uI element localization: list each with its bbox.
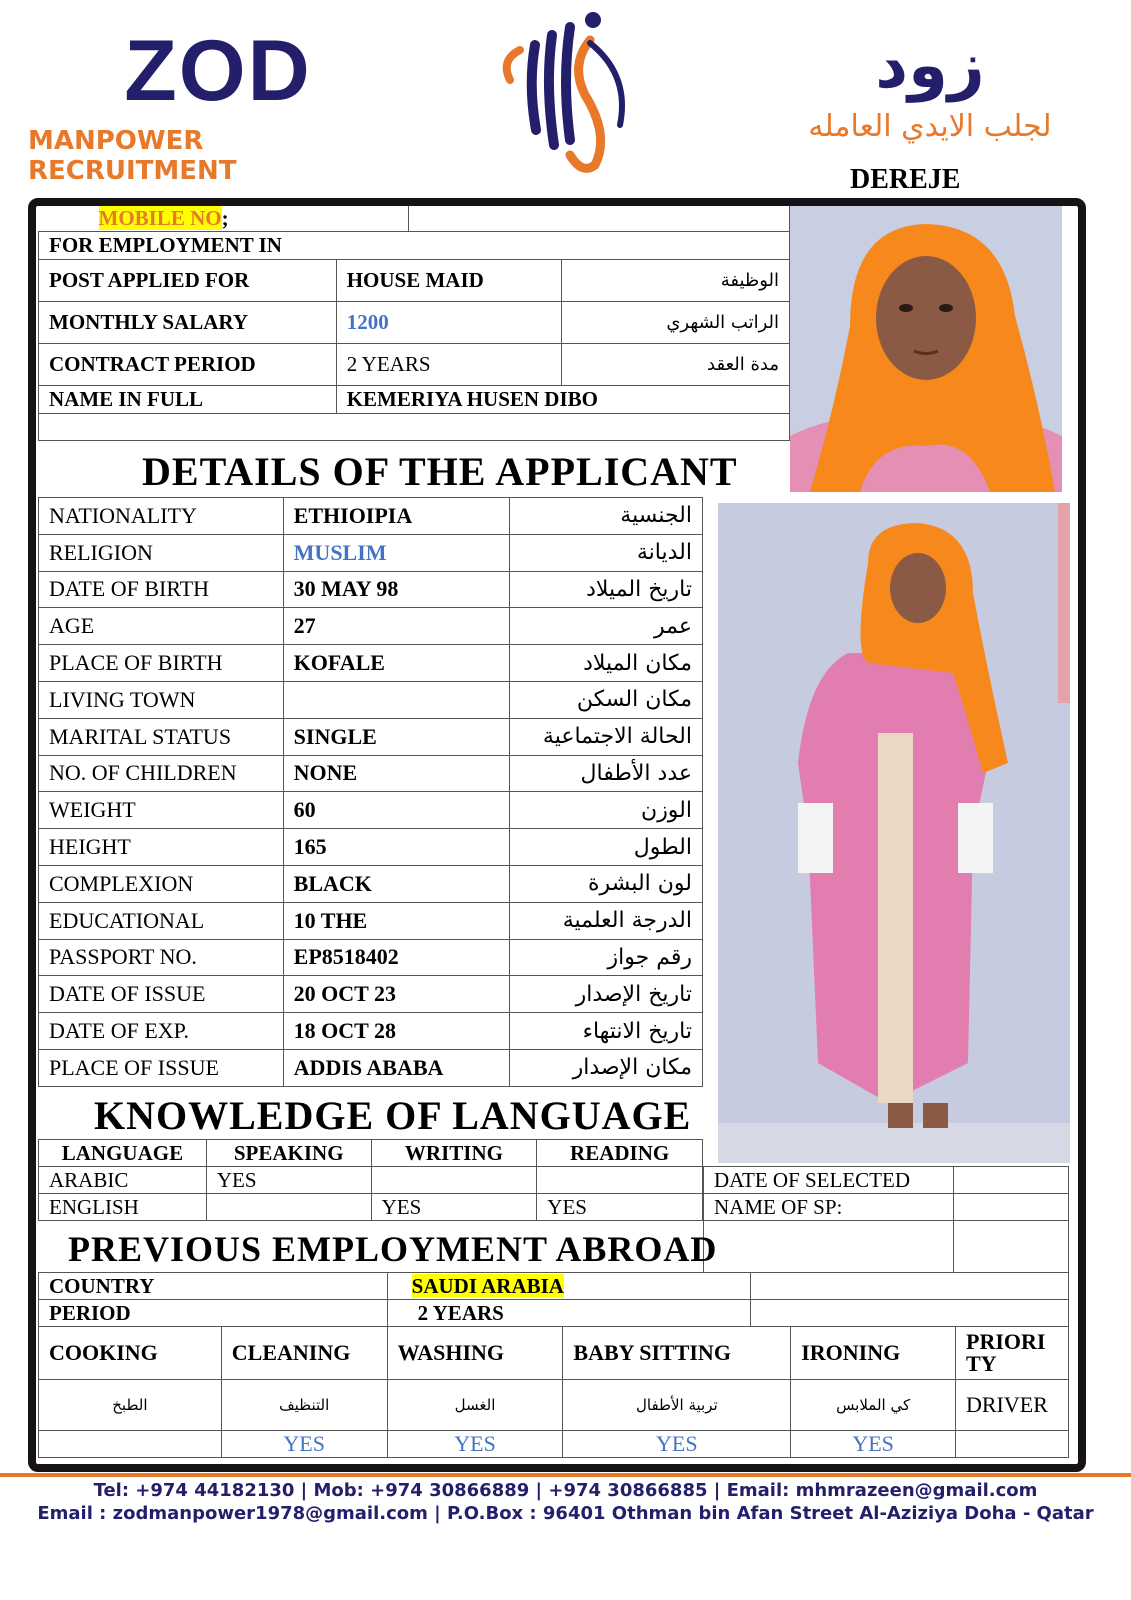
lang-header: LANGUAGE <box>39 1140 207 1167</box>
lang-row <box>39 1167 703 1194</box>
detail-label: DATE OF EXP. <box>39 1013 284 1050</box>
country-label: COUNTRY <box>39 1273 388 1300</box>
logo-arabic-subtitle: لجلب الايدي العامله <box>808 109 1052 144</box>
side-blank <box>704 1221 954 1273</box>
detail-value: BLACK <box>283 865 510 902</box>
detail-value: EP8518402 <box>283 939 510 976</box>
skill-value <box>956 1431 1069 1458</box>
detail-row <box>39 681 703 718</box>
detail-arabic: الوزن <box>510 792 703 829</box>
mobile-suffix: ; <box>221 206 229 230</box>
period-label: PERIOD <box>39 1300 388 1327</box>
detail-label: LIVING TOWN <box>39 681 284 718</box>
skill-value <box>39 1431 222 1458</box>
name-label: NAME IN FULL <box>39 386 337 414</box>
detail-value <box>283 681 510 718</box>
footer-contact-line2: Email : zodmanpower1978@gmail.com | P.O.Box : 96401 Othman bin Afan Street Al-Aziziya Doha - Qatar <box>37 1503 1094 1524</box>
detail-label: DATE OF ISSUE <box>39 976 284 1013</box>
info-value: 1200 <box>336 302 562 344</box>
footer-divider <box>0 1473 1131 1477</box>
lang-name: ARABIC <box>39 1167 207 1194</box>
lang-header: READING <box>537 1140 703 1167</box>
period-value: 2 YEARS <box>387 1300 751 1327</box>
detail-row <box>39 534 703 571</box>
detail-row <box>39 1049 703 1086</box>
lang-writing: YES <box>371 1194 537 1221</box>
country-cell <box>387 1273 751 1300</box>
lang-reading <box>537 1167 703 1194</box>
detail-value: 20 OCT 23 <box>283 976 510 1013</box>
detail-value: 165 <box>283 829 510 866</box>
skill-arabic: التنظيف <box>221 1380 387 1431</box>
detail-label: HEIGHT <box>39 829 284 866</box>
skill-header-priority: PRIORI TY <box>956 1327 1069 1380</box>
detail-row <box>39 571 703 608</box>
company-logo <box>28 23 408 186</box>
skill-arabic: الطبخ <box>39 1380 222 1431</box>
detail-label: NATIONALITY <box>39 498 284 535</box>
lang-speaking <box>206 1194 371 1221</box>
selection-info-table <box>703 1166 1069 1273</box>
detail-arabic: تاريخ الإصدار <box>510 976 703 1013</box>
detail-value: 30 MAY 98 <box>283 571 510 608</box>
skill-value: YES <box>221 1431 387 1458</box>
agent-name: DEREJE <box>850 164 961 195</box>
detail-row <box>39 645 703 682</box>
country-extra <box>751 1273 1069 1300</box>
detail-label: PASSPORT NO. <box>39 939 284 976</box>
detail-row <box>39 498 703 535</box>
detail-label: RELIGION <box>39 534 284 571</box>
language-table <box>38 1139 703 1221</box>
previous-title: PREVIOUS EMPLOYMENT ABROAD <box>68 1229 718 1269</box>
detail-row <box>39 939 703 976</box>
lang-row <box>39 1194 703 1221</box>
detail-value: ETHIOIPIA <box>283 498 510 535</box>
info-label: POST APPLIED FOR <box>39 260 337 302</box>
skill-arabic: كي الملابس <box>791 1380 956 1431</box>
applicant-headshot <box>790 206 1062 492</box>
lang-header: WRITING <box>371 1140 537 1167</box>
detail-value: 27 <box>283 608 510 645</box>
detail-arabic: عدد الأطفال <box>510 755 703 792</box>
skill-value: YES <box>387 1431 563 1458</box>
detail-label: NO. OF CHILDREN <box>39 755 284 792</box>
skill-header: IRONING <box>791 1327 956 1380</box>
details-title: DETAILS OF THE APPLICANT <box>142 449 738 494</box>
info-row <box>39 260 790 302</box>
detail-arabic: رقم جواز <box>510 939 703 976</box>
spacer-row <box>39 414 790 441</box>
logo-arabic-text: زود <box>875 29 985 103</box>
skill-header: BABY SITTING <box>563 1327 791 1380</box>
mobile-row <box>39 206 409 232</box>
arabic-logo <box>760 25 1100 147</box>
detail-label: PLACE OF BIRTH <box>39 645 284 682</box>
logo-subtitle: MANPOWER RECRUITMENT <box>28 126 237 186</box>
detail-label: WEIGHT <box>39 792 284 829</box>
detail-label: MARITAL STATUS <box>39 718 284 755</box>
detail-value: ADDIS ABABA <box>283 1049 510 1086</box>
skill-value: YES <box>791 1431 956 1458</box>
date-selected-label: DATE OF SELECTED <box>704 1167 954 1194</box>
priority-value: DRIVER <box>956 1380 1069 1431</box>
detail-arabic: الطول <box>510 829 703 866</box>
detail-value: SINGLE <box>283 718 510 755</box>
detail-value: NONE <box>283 755 510 792</box>
detail-arabic: مكان الميلاد <box>510 645 703 682</box>
footer-contact-line1: Tel: +974 44182130 | Mob: +974 30866889 | +974 30866885 | Email: mhmrazeen@gmail.com <box>93 1480 1038 1501</box>
detail-arabic: لون البشرة <box>510 865 703 902</box>
lang-header: SPEAKING <box>206 1140 371 1167</box>
date-selected-value <box>953 1167 1068 1194</box>
detail-arabic: الحالة الاجتماعية <box>510 718 703 755</box>
detail-value: 60 <box>283 792 510 829</box>
skill-header: COOKING <box>39 1327 222 1380</box>
applicant-full-photo <box>718 503 1070 1163</box>
language-title: KNOWLEDGE OF LANGUAGE <box>94 1093 692 1138</box>
info-label: CONTRACT PERIOD <box>39 344 337 386</box>
detail-label: DATE OF BIRTH <box>39 571 284 608</box>
skill-arabic: تربية الأطفال <box>563 1380 791 1431</box>
detail-row <box>39 829 703 866</box>
employment-label: FOR EMPLOYMENT IN <box>39 232 790 260</box>
skill-header: WASHING <box>387 1327 563 1380</box>
brand-mark-icon <box>490 5 640 180</box>
skill-header: CLEANING <box>221 1327 387 1380</box>
lang-reading: YES <box>537 1194 703 1221</box>
detail-value: KOFALE <box>283 645 510 682</box>
detail-row <box>39 718 703 755</box>
detail-arabic: مكان الإصدار <box>510 1049 703 1086</box>
detail-label: COMPLEXION <box>39 865 284 902</box>
detail-arabic: الدرجة العلمية <box>510 902 703 939</box>
detail-row <box>39 755 703 792</box>
previous-employment-table <box>38 1272 1069 1327</box>
detail-arabic: تاريخ الانتهاء <box>510 1013 703 1050</box>
details-table <box>38 497 703 1087</box>
detail-value: 18 OCT 28 <box>283 1013 510 1050</box>
detail-arabic: الديانة <box>510 534 703 571</box>
info-value: HOUSE MAID <box>336 260 562 302</box>
info-arabic: مدة العقد <box>562 344 790 386</box>
sponsor-label: NAME OF SP: <box>704 1194 954 1221</box>
info-value: 2 YEARS <box>336 344 562 386</box>
country-value: SAUDI ARABIA <box>411 1273 564 1298</box>
skills-table <box>38 1326 1069 1458</box>
lang-speaking: YES <box>206 1167 371 1194</box>
detail-row <box>39 976 703 1013</box>
detail-row <box>39 608 703 645</box>
side-blank <box>953 1221 1068 1273</box>
detail-row <box>39 865 703 902</box>
detail-row <box>39 792 703 829</box>
detail-label: PLACE OF ISSUE <box>39 1049 284 1086</box>
detail-arabic: تاريخ الميلاد <box>510 571 703 608</box>
logo-text: ZOD <box>124 23 312 119</box>
detail-row <box>39 902 703 939</box>
top-info-table <box>38 206 790 441</box>
detail-label: AGE <box>39 608 284 645</box>
info-label: MONTHLY SALARY <box>39 302 337 344</box>
info-arabic: الوظيفة <box>562 260 790 302</box>
sponsor-value <box>953 1194 1068 1221</box>
mobile-label: MOBILE NO <box>98 206 222 230</box>
period-extra <box>751 1300 1069 1327</box>
info-row <box>39 302 790 344</box>
detail-label: EDUCATIONAL <box>39 902 284 939</box>
detail-arabic: عمر <box>510 608 703 645</box>
detail-arabic: الجنسية <box>510 498 703 535</box>
skill-value: YES <box>563 1431 791 1458</box>
detail-value: MUSLIM <box>283 534 510 571</box>
skill-arabic: الغسل <box>387 1380 563 1431</box>
detail-row <box>39 1013 703 1050</box>
info-row <box>39 344 790 386</box>
lang-writing <box>371 1167 537 1194</box>
mobile-value <box>408 206 789 232</box>
lang-name: ENGLISH <box>39 1194 207 1221</box>
detail-value: 10 THE <box>283 902 510 939</box>
info-arabic: الراتب الشهري <box>562 302 790 344</box>
name-value: KEMERIYA HUSEN DIBO <box>336 386 789 414</box>
detail-arabic: مكان السكن <box>510 681 703 718</box>
